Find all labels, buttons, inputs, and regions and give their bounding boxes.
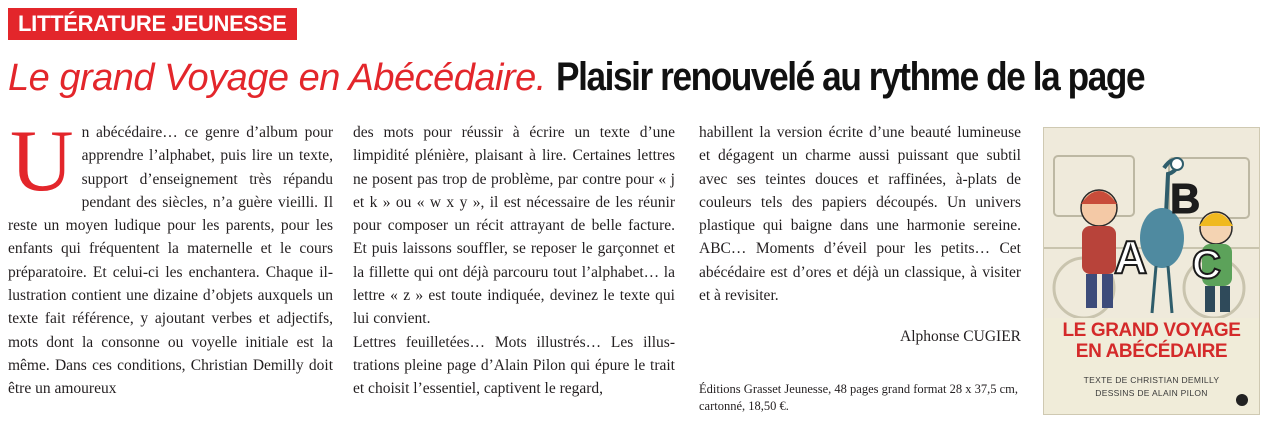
- article-column-2: [353, 121, 675, 401]
- cover-title-line-1: LE GRAND VOYAGE: [1062, 320, 1241, 341]
- headline-subtitle: Plaisir renouvelé au rythme de la page: [555, 55, 1145, 99]
- cover-title-line-2: EN ABÉCÉDAIRE: [1075, 341, 1228, 362]
- cover-title: [1044, 320, 1259, 362]
- cover-letter-a: A: [1114, 231, 1148, 283]
- section-rubric: LITTÉRATURE JEUNESSE: [8, 8, 297, 40]
- article-column-3: [699, 121, 1021, 349]
- headline-book-title: Le grand Voyage en Abécédaire.: [8, 57, 546, 99]
- article-paragraph-2: des mots pour réussir à écrire un texte d’une limpidité plénière, plaisant à lire. Certaines lettres ne posent pas trop de problème, par contre pour « j et k » ou « w x y », il est nécessaire de les réunir pour composer un récit attrayant de belle facture. Et puis laissons souffler, se reposer le garçonnet et la fillette qui ont déjà parcouru tout l’alphabet… la lettre « z » est toute indiquée, devinez le texte qui lui convient.: [353, 124, 675, 328]
- cover-letter-c: C: [1192, 243, 1221, 287]
- article-paragraph-4: habillent la version écrite d’une beauté lumineuse et dégagent un charme aussi puissant que subtil avec ses teintes douces et raffinées, à-plats de couleurs tels des papiers découpés. Un univers plastique qui baigne dans une harmonie sereine. ABC… Moments d’éveil pour les petits… Cet abécédaire est d’ores et déjà un classique, à visiter et à revisiter.: [699, 124, 1021, 305]
- publication-credits: Éditions Grasset Jeunesse, 48 pages grand format 28 x 37,5 cm, cartonné, 18,50 €.: [699, 382, 1019, 413]
- cover-drawings-credit: DESSINS DE ALAIN PILON: [1095, 388, 1208, 398]
- drop-cap: U: [10, 113, 74, 210]
- author-signature: Alphonse CUGIER: [900, 328, 1021, 346]
- publisher-logo-icon: [1236, 394, 1248, 406]
- article-paragraph-1: n abécédaire… ce genre d’album pour apprendre l’alphabet, puis lire un texte, support d’enseignement très répandu pendant des siècles, n’a guère vieilli. Il reste un moyen ludique pour les parents, pour les enfants qui fréquentent la maternelle et le cours préparatoire. Et celui-ci les enchantera. Chaque illustration contient une dizaine d’objets auxquels un texte fait référence, y ajoutant verbes et adjectifs, mots dont la consonne ou voyelle initiale est la même. Dans ces conditions, Christian Demilly doit être un amoureux: [8, 124, 333, 398]
- cover-letter-b: B: [1170, 175, 1201, 222]
- headline: [8, 46, 1268, 117]
- article-column-1: [8, 113, 333, 401]
- article-paragraph-3: Lettres feuilletées… Mots illustrés… Les illustrations pleine page d’Alain Pilon qui épure le trait et choisit l’essentiel, captivent le regard,: [353, 333, 675, 398]
- cover-text-credit: TEXTE DE CHRISTIAN DEMILLY: [1083, 375, 1220, 385]
- book-cover-illustration: [1044, 128, 1259, 318]
- book-cover: [1043, 127, 1260, 415]
